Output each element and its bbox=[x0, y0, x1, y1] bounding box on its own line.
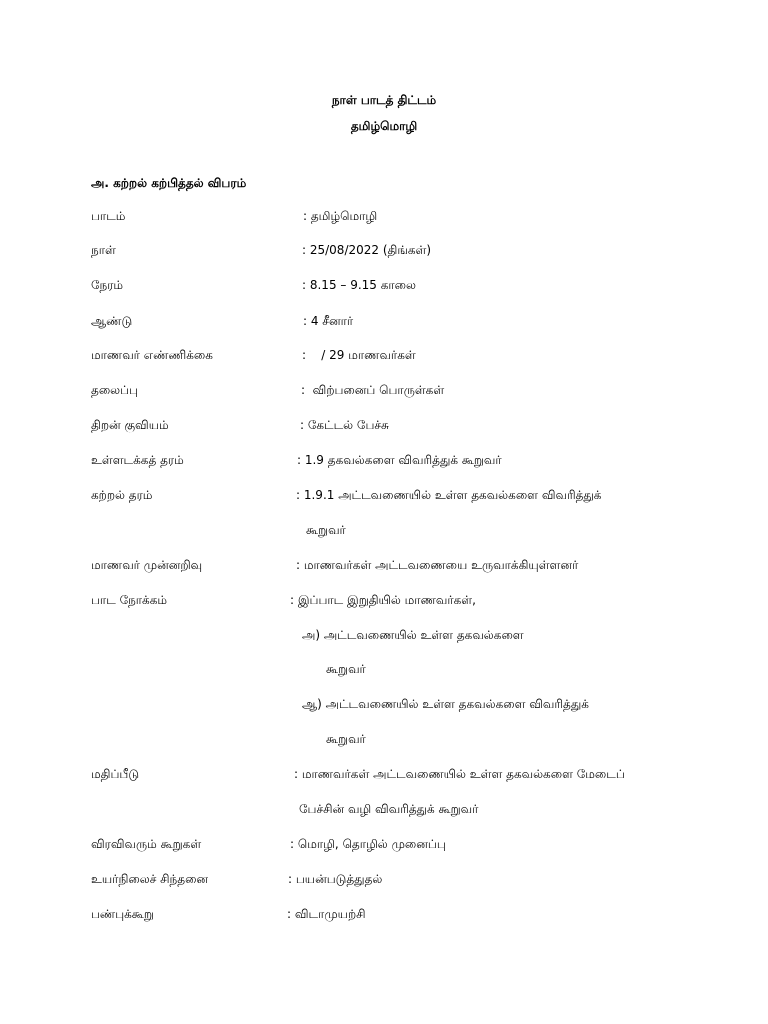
objective-item-a: அ) அட்டவணையில் உள்ள தகவல்களை bbox=[302, 628, 524, 642]
field-label: மாணவர் முன்னறிவு bbox=[91, 558, 203, 572]
field-value: : மாணவர்கள் அட்டவணையை உருவாக்கியுள்ளனர் bbox=[296, 558, 579, 572]
field-label: விரவிவரும் கூறுகள் bbox=[91, 837, 202, 851]
field-label: பாடம் bbox=[91, 209, 126, 223]
field-row-prior-knowledge bbox=[0, 558, 768, 578]
field-row-content-standard bbox=[0, 453, 768, 473]
objective-item-b-continuation: கூறுவர் bbox=[326, 732, 366, 746]
field-row-date bbox=[0, 243, 768, 263]
field-value: : இப்பாட இறுதியில் மாணவர்கள், bbox=[290, 593, 476, 607]
field-row-topic bbox=[0, 383, 768, 403]
field-label: நேரம் bbox=[91, 278, 124, 292]
field-value: : பயன்படுத்துதல் bbox=[288, 872, 383, 886]
field-value: : 25/08/2022 (திங்கள்) bbox=[302, 243, 432, 257]
field-label: ஆண்டு bbox=[91, 314, 133, 328]
field-row-values bbox=[0, 907, 768, 927]
field-row-subject bbox=[0, 209, 768, 229]
field-value: : விடாமுயற்சி bbox=[287, 907, 366, 921]
field-label: திறன் குவியம் bbox=[91, 418, 169, 432]
field-row-cross-curricular bbox=[0, 837, 768, 857]
field-value-continuation: பேச்சின் வழி விவரித்துக் கூறுவர் bbox=[299, 802, 479, 816]
field-value: : மாணவர்கள் அட்டவணையில் உள்ள தகவல்களை மேடைப் bbox=[294, 767, 625, 781]
field-value: : 1.9.1 அட்டவணையில் உள்ள தகவல்களை விவரித்துக் bbox=[296, 488, 602, 502]
field-row-hots bbox=[0, 872, 768, 892]
field-label: பாட நோக்கம் bbox=[91, 593, 168, 607]
field-label: உயர்நிலைச் சிந்தனை bbox=[91, 872, 209, 886]
field-row-students bbox=[0, 348, 768, 368]
field-value: : 1.9 தகவல்களை விவரித்துக் கூறுவர் bbox=[297, 453, 502, 467]
objective-item-a-continuation: கூறுவர் bbox=[326, 662, 366, 676]
field-value: : 8.15 – 9.15 காலை bbox=[302, 278, 416, 292]
field-value: : / 29 மாணவர்கள் bbox=[302, 348, 416, 362]
field-value-continuation: கூறுவர் bbox=[306, 523, 346, 537]
field-value: : கேட்டல் பேச்சு bbox=[300, 418, 389, 432]
field-label: மாணவர் எண்ணிக்கை bbox=[91, 348, 213, 362]
field-value: : தமிழ்மொழி bbox=[303, 209, 378, 223]
field-row-skill-focus bbox=[0, 418, 768, 438]
field-label: பண்புக்கூறு bbox=[91, 907, 154, 921]
field-label: கற்றல் தரம் bbox=[91, 488, 153, 502]
field-value: : 4 சீனார் bbox=[303, 314, 354, 328]
field-row-assessment bbox=[0, 767, 768, 787]
section-heading: அ. கற்றல் கற்பித்தல் விபரம் bbox=[91, 176, 247, 190]
lesson-plan-page: நாள் பாடத் திட்டம் தமிழ்மொழி அ. கற்றல் கற்பித்தல் விபரம் பாடம் : தமிழ்மொழி நாள் : 25/08/2022 (திங்கள்) நேரம் : 8.15 – 9.15 காலை ஆண்டு : 4 சீனார் மாணவர் எண்ணிக்கை : / 29 மாணவர்கள் தலைப்பு : விற்பனைப் பொருள்கள் திறன் குவியம் : கேட்டல் பேச்சு உள்ளடக்கத் தரம் : 1.9 தகவல்களை விவரித்துக் கூறுவர் கற்றல் தரம் : 1.9.1 அட்டவணையில் உள்ள தகவல்களை விவரித்துக் கூறுவர் மாணவர் முன்னறிவு : மாணவர்கள் அட்டவணையை உருவாக்கியுள்ளனர் பாட நோக்கம் : இப்பாட இறுதியில் மாணவர்கள், அ) அட்டவணையில் உள்ள தகவல்களை கூறுவர் ஆ) அட்டவணையில் உள்ள தகவல்களை விவரித்துக் கூறுவர் மதிப்பீடு : மாணவர்கள் அட்டவணையில் உள்ள தகவல்களை மேடைப் பேச்சின் வழி விவரித்துக் கூறுவர் விரவிவரும் கூறுகள் : மொழி, தொழில் முனைப்பு உயர்நிலைச் சிந்தனை : பயன்படுத்துதல் பண்புக்கூறு : விடாமுயற்சி bbox=[0, 0, 768, 1024]
field-value: : விற்பனைப் பொருள்கள் bbox=[301, 383, 445, 397]
field-row-learning-standard bbox=[0, 488, 768, 508]
objective-item-b: ஆ) அட்டவணையில் உள்ள தகவல்களை விவரித்துக் bbox=[302, 697, 589, 711]
field-label: தலைப்பு bbox=[91, 383, 138, 397]
field-row-objective bbox=[0, 593, 768, 613]
field-label: மதிப்பீடு bbox=[91, 767, 140, 781]
field-label: உள்ளடக்கத் தரம் bbox=[91, 453, 184, 467]
field-value: : மொழி, தொழில் முனைப்பு bbox=[290, 837, 446, 851]
field-row-time bbox=[0, 278, 768, 298]
field-label: நாள் bbox=[91, 243, 116, 257]
field-row-year bbox=[0, 314, 768, 334]
